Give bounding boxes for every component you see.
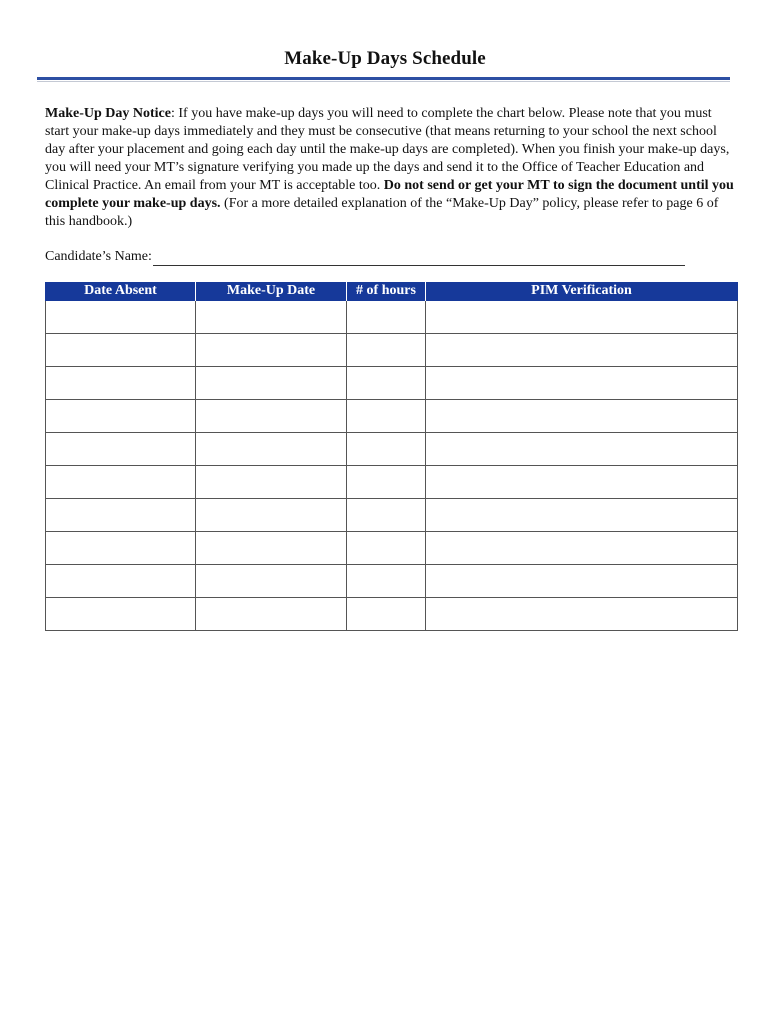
- table-row: [46, 367, 738, 400]
- make-up-date-cell[interactable]: [196, 301, 347, 334]
- candidate-name-row: [45, 248, 685, 266]
- title-rule: [37, 77, 730, 80]
- table-row: [46, 334, 738, 367]
- pim-verification-cell[interactable]: [426, 532, 738, 565]
- hours-cell[interactable]: [347, 565, 426, 598]
- make-up-date-cell[interactable]: [196, 433, 347, 466]
- header-pim-verification: PIM Verification: [426, 282, 738, 301]
- date-absent-cell[interactable]: [46, 532, 196, 565]
- make-up-date-cell[interactable]: [196, 400, 347, 433]
- make-up-date-cell[interactable]: [196, 532, 347, 565]
- table-header-row: [46, 282, 738, 301]
- hours-cell[interactable]: [347, 433, 426, 466]
- table-row: [46, 499, 738, 532]
- pim-verification-cell[interactable]: [426, 466, 738, 499]
- notice-text-2: (For a more detailed explanation of the “Make-Up Day” policy, please refer to page 6 of this handbook.): [45, 196, 719, 229]
- notice-lead: Make-Up Day Notice: [45, 106, 171, 121]
- header-make-up-date: Make-Up Date: [196, 282, 347, 301]
- table-row: [46, 565, 738, 598]
- notice-paragraph: [45, 105, 735, 231]
- pim-verification-cell[interactable]: [426, 334, 738, 367]
- hours-cell[interactable]: [347, 367, 426, 400]
- table-row: [46, 301, 738, 334]
- pim-verification-cell[interactable]: [426, 433, 738, 466]
- hours-cell[interactable]: [347, 334, 426, 367]
- make-up-date-cell[interactable]: [196, 499, 347, 532]
- date-absent-cell[interactable]: [46, 565, 196, 598]
- candidate-name-label: Candidate’s Name:: [45, 249, 152, 264]
- make-up-date-cell[interactable]: [196, 598, 347, 631]
- hours-cell[interactable]: [347, 466, 426, 499]
- table-row: [46, 433, 738, 466]
- notice-bold-warning: Do not send or get your MT to sign the document until you complete your make-up days.: [45, 178, 734, 211]
- make-up-date-cell[interactable]: [196, 565, 347, 598]
- make-up-schedule-table: [45, 282, 738, 631]
- make-up-date-cell[interactable]: [196, 334, 347, 367]
- header-hours: # of hours: [347, 282, 426, 301]
- table-row: [46, 532, 738, 565]
- pim-verification-cell[interactable]: [426, 301, 738, 334]
- candidate-name-field[interactable]: [153, 251, 685, 266]
- header-date-absent: Date Absent: [46, 282, 196, 301]
- hours-cell[interactable]: [347, 532, 426, 565]
- notice-text-1: : If you have make-up days you will need to complete the chart below. Please note that you must start your make-up days immediately and they must be consecutive (that means returning to your school the next school day after your placement and going each day until the make-up days are completed). When you finish your make-up days, you will need your MT’s signature verifying you made up the days and send it to the Office of Teacher Education and Clinical Practice. An email from your MT is acceptable too.: [45, 106, 730, 193]
- pim-verification-cell[interactable]: [426, 598, 738, 631]
- pim-verification-cell[interactable]: [426, 499, 738, 532]
- table-row: [46, 466, 738, 499]
- hours-cell[interactable]: [347, 301, 426, 334]
- hours-cell[interactable]: [347, 499, 426, 532]
- title-rule-shadow: [37, 81, 730, 82]
- pim-verification-cell[interactable]: [426, 565, 738, 598]
- date-absent-cell[interactable]: [46, 334, 196, 367]
- date-absent-cell[interactable]: [46, 598, 196, 631]
- table-body: [46, 301, 738, 631]
- table-row: [46, 598, 738, 631]
- make-up-date-cell[interactable]: [196, 367, 347, 400]
- pim-verification-cell[interactable]: [426, 400, 738, 433]
- hours-cell[interactable]: [347, 400, 426, 433]
- date-absent-cell[interactable]: [46, 367, 196, 400]
- date-absent-cell[interactable]: [46, 499, 196, 532]
- date-absent-cell[interactable]: [46, 400, 196, 433]
- page-title: Make-Up Days Schedule: [284, 48, 486, 69]
- date-absent-cell[interactable]: [46, 301, 196, 334]
- table-row: [46, 400, 738, 433]
- pim-verification-cell[interactable]: [426, 367, 738, 400]
- hours-cell[interactable]: [347, 598, 426, 631]
- date-absent-cell[interactable]: [46, 466, 196, 499]
- make-up-date-cell[interactable]: [196, 466, 347, 499]
- date-absent-cell[interactable]: [46, 433, 196, 466]
